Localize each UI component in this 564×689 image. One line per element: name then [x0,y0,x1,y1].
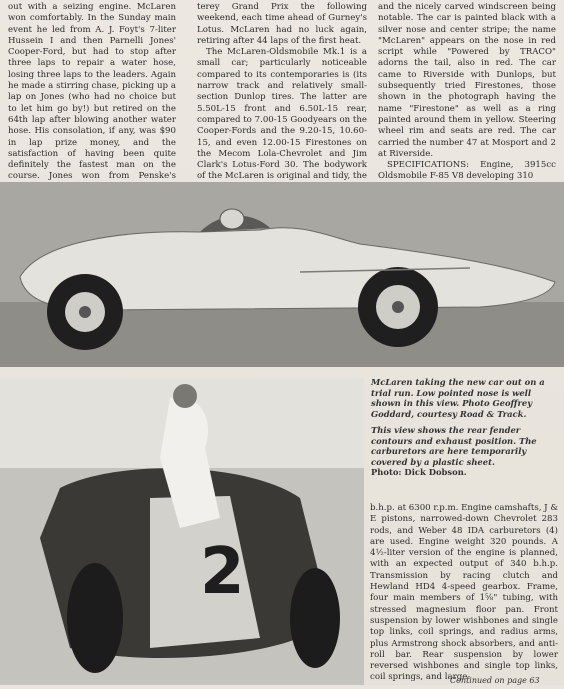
paragraph: out with a seizing engine. McLaren won comfortably. In the Sunday main event he led from A. J. Foyt's 7-liter Hussein I and then Parnelli Jones' Cooper-Ford, but had to stop after three laps to repair a water hose, losing three laps to the leaders. Again he made a stirring chase, picking up a lap on Jones (who had no choice but to let him go by!) but retired on the 64th lap after blowing another water hose. His consolation, if any, was $90 in lap prize money, and the satisfaction of having been quite definitely the fastest man on the course. Jones won from Penske's [8,2,176,182]
race-car-side-photo [0,182,564,367]
paragraph: SPECIFICATIONS: Engine, 3915cc Oldsmobile F-85 V8 developing 310 [378,160,556,182]
race-car-illustration [0,182,564,367]
paragraph: The McLaren-Oldsmobile Mk.1 is a small car; particularly noticeable compared to its contemporaries is (its narrow track and relatively small-section Dunlop tires. The latter are 5.50L-15 front and 6.50L-15 rear, compared to 7.00-15 Goodyears on the Cooper-Fords and the 9.20-15, 10.60-15, and even 12.00-15 Firestones on the Mecom Lola-Chevrolet and Jim Clark's Lotus-Ford 30. The bodywork of the McLaren is original and tidy, the [197,47,367,182]
photo-caption-2 [371,425,561,478]
continued-note: Continued on page 63 [450,676,540,685]
photo-caption-1: McLaren taking the new car out on a trial run. Low pointed nose is well shown in this view. Photo Geoffrey Goddard, courtesy Road & Track. [371,377,545,419]
text-column-2 [197,2,367,182]
caption-text: This view shows the rear fender contours and exhaust position. The carburetors are here temporarily covered by a plastic sheet. [371,425,537,467]
paragraph: terey Grand Prix the following weekend, each time ahead of Gurney's Lotus. McLaren had no luck again, retiring after 44 laps of the first heat. [197,2,367,46]
text-column-3 [378,2,556,182]
paragraph: and the nicely carved windscreen being notable. The car is painted black with a silver nose and center stripe; the name "McLaren" appears on the nose in red script while "Powered by TRACO" adorns the tail, also in red. The car came to Riverside with Dunlops, but subsequently tried Firestones, those shown in the photograph having the name "Firestone" as well as a ring painted around them in yellow. Steering wheel rim and seats are red. The car carried the number 47 at Mosport and 2 at Riverside. [378,2,556,159]
car-number: 2 [200,535,245,609]
race-car-rear-photo [0,378,364,685]
text-column-1 [8,2,176,182]
photo-credit: Photo: Dick Dobson. [371,467,467,477]
garage-scene-illustration [0,378,364,685]
paragraph: b.h.p. at 6300 r.p.m. Engine camshafts, J & E pistons, narrowed-down Chevrolet 283 rods, and Weber 48 IDA carburetors (4) are used. Engine weight 320 pounds. A 4½-liter version of the engine is planned, with an expected output of 340 b.h.p. Transmission by racing clutch and Hewland HD4 4-speed gearbox. Frame, four main members of 1⅝" tubing, with stressed magnesium floor pan. Front suspension by lower wishbones and single top links, coil springs, and radius arms, plus Armstrong shock absorbers, and anti-roll bar. Rear suspension by lower reversed wishbones and single top links, coil springs, and large- [370,503,559,683]
